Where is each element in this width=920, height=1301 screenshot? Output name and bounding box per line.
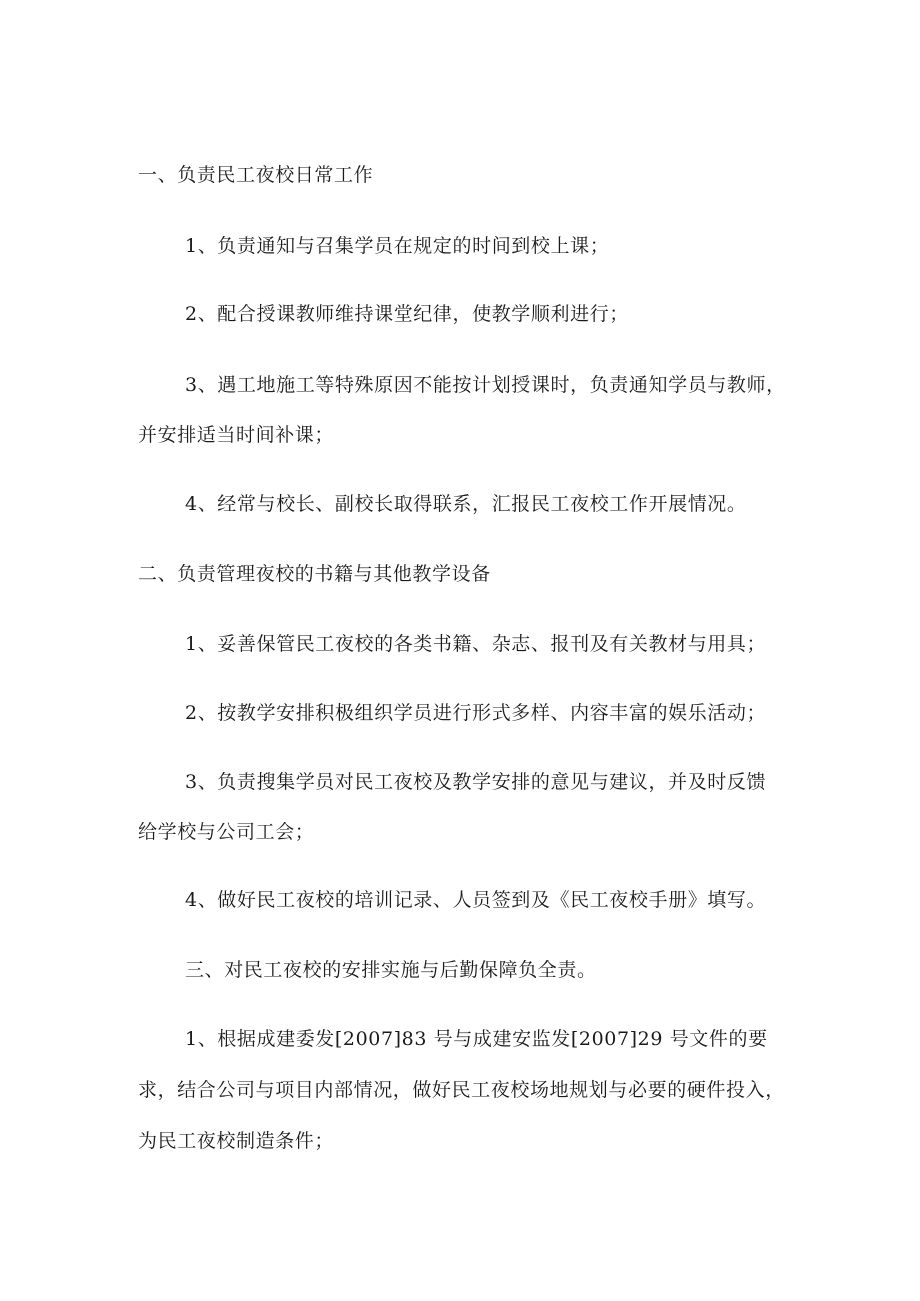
paragraph-2-2: 2、按教学安排积极组织学员进行形式多样、内容丰富的娱乐活动； [185, 702, 767, 724]
paragraph-1-4: 4、经常与校长、副校长取得联系，汇报民工夜校工作开展情况。 [185, 493, 747, 515]
paragraph-1-2: 2、配合授课教师维持课堂纪律，使教学顺利进行； [185, 303, 629, 325]
paragraph-3-1: 1、根据成建委发[2007]83 号与成建安监发[2007]29 号文件的要 [185, 1028, 768, 1050]
section-heading-2: 二、负责管理夜校的书籍与其他教学设备 [138, 563, 491, 585]
paragraph-3-1-cont: 求，结合公司与项目内部情况，做好民工夜校场地规划与必要的硬件投入， [138, 1079, 785, 1101]
paragraph-3-1-cont-2: 为民工夜校制造条件； [138, 1130, 335, 1152]
paragraph-1-1: 1、负责通知与召集学员在规定的时间到校上课； [185, 235, 610, 257]
section-heading-1: 一、负责民工夜校日常工作 [138, 164, 374, 186]
paragraph-2-3: 3、负责搜集学员对民工夜校及教学安排的意见与建议，并及时反馈 [185, 771, 767, 793]
paragraph-2-3-cont: 给学校与公司工会； [138, 821, 315, 843]
section-heading-3: 三、对民工夜校的安排实施与后勤保障负全责。 [185, 959, 597, 981]
paragraph-1-3: 3、遇工地施工等特殊原因不能按计划授课时，负责通知学员与教师， [185, 374, 786, 396]
paragraph-1-3-cont: 并安排适当时间补课； [138, 424, 335, 446]
paragraph-2-4: 4、做好民工夜校的培训记录、人员签到及《民工夜校手册》填写。 [185, 889, 767, 911]
paragraph-2-1: 1、妥善保管民工夜校的各类书籍、杂志、报刊及有关教材与用具； [185, 633, 767, 655]
